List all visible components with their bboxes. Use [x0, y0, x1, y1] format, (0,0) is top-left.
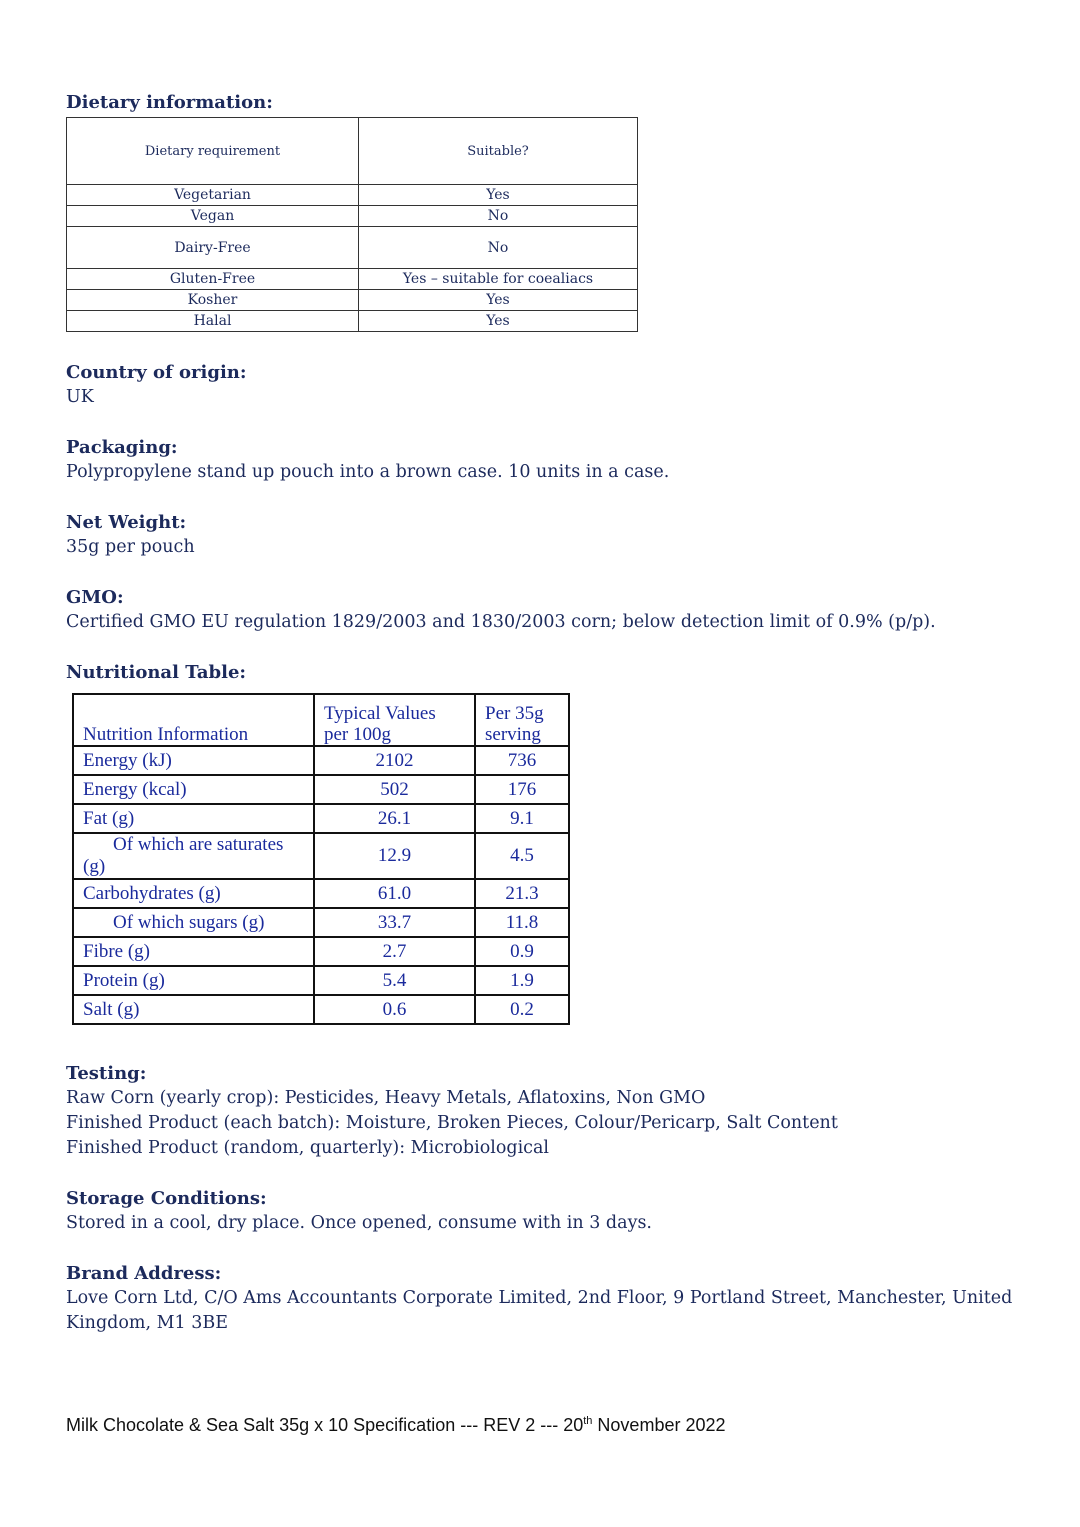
storage-heading: Storage Conditions:	[66, 1188, 267, 1209]
dietary-suitable: Yes	[359, 185, 638, 206]
table-row	[73, 937, 569, 966]
table-row	[73, 746, 569, 775]
nutrition-table	[72, 693, 570, 1025]
dietary-header-requirement: Dietary requirement	[67, 118, 359, 185]
value-per-serving: 0.2	[475, 995, 569, 1024]
value-per-serving: 736	[475, 746, 569, 775]
packaging-heading: Packaging:	[66, 437, 178, 458]
document-footer	[66, 1415, 726, 1436]
dietary-requirement: Kosher	[67, 290, 359, 311]
table-row	[73, 908, 569, 937]
packaging-section	[66, 435, 1026, 485]
sugars-label: Of which sugars (g)	[113, 911, 265, 933]
value-per-100g: 26.1	[314, 804, 475, 833]
header-serving: serving	[485, 724, 541, 745]
value-per-100g: 5.4	[314, 966, 475, 995]
value-per-serving: 21.3	[475, 879, 569, 908]
value-per-serving: 11.8	[475, 908, 569, 937]
net-weight-text: 35g per pouch	[66, 537, 195, 557]
table-row	[67, 227, 638, 269]
nutrition-header-row	[73, 694, 569, 746]
table-row	[73, 966, 569, 995]
net-weight-heading: Net Weight:	[66, 512, 187, 533]
table-row	[73, 995, 569, 1024]
origin-section	[66, 360, 1026, 410]
gmo-text: Certified GMO EU regulation 1829/2003 and 1830/2003 corn; below detection limit of 0.9% (p/p).	[66, 612, 936, 632]
header-typical: Typical Values	[324, 703, 436, 724]
table-row	[73, 804, 569, 833]
testing-section	[66, 1061, 1026, 1161]
origin-heading: Country of origin:	[66, 362, 247, 383]
saturates-label: Of which are saturates	[113, 834, 284, 855]
dietary-suitable: No	[359, 227, 638, 269]
nutrient-name: Fibre (g)	[73, 937, 314, 966]
testing-line: Finished Product (random, quarterly): Microbiological	[66, 1138, 549, 1158]
origin-text: UK	[66, 387, 94, 407]
nutrient-name: Protein (g)	[73, 966, 314, 995]
value-per-serving: 1.9	[475, 966, 569, 995]
table-row	[67, 290, 638, 311]
storage-section	[66, 1186, 1026, 1236]
nutrient-name: Salt (g)	[73, 995, 314, 1024]
nutrient-name	[73, 833, 314, 879]
header-per100g: per 100g	[324, 724, 392, 745]
dietary-requirement: Dairy-Free	[67, 227, 359, 269]
value-per-serving: 0.9	[475, 937, 569, 966]
brand-heading: Brand Address:	[66, 1263, 222, 1284]
value-per-100g: 33.7	[314, 908, 475, 937]
value-per-100g: 2102	[314, 746, 475, 775]
footer-suffix: November 2022	[592, 1415, 726, 1435]
testing-heading: Testing:	[66, 1063, 147, 1084]
nutrient-name: Energy (kJ)	[73, 746, 314, 775]
nutrient-name: Carbohydrates (g)	[73, 879, 314, 908]
dietary-suitable: No	[359, 206, 638, 227]
table-row	[67, 185, 638, 206]
value-per-100g: 0.6	[314, 995, 475, 1024]
value-per-100g: 2.7	[314, 937, 475, 966]
nutrient-name: Fat (g)	[73, 804, 314, 833]
value-per-serving: 9.1	[475, 804, 569, 833]
value-per-100g: 502	[314, 775, 475, 804]
value-per-100g: 12.9	[314, 833, 475, 879]
gmo-heading: GMO:	[66, 587, 124, 608]
table-row	[67, 206, 638, 227]
dietary-requirement: Gluten-Free	[67, 269, 359, 290]
storage-text: Stored in a cool, dry place. Once opened, consume with in 3 days.	[66, 1213, 652, 1233]
testing-line: Raw Corn (yearly crop): Pesticides, Heavy Metals, Aflatoxins, Non GMO	[66, 1088, 706, 1108]
nutrition-header-info: Nutrition Information	[73, 694, 314, 746]
dietary-header-suitable: Suitable?	[359, 118, 638, 185]
dietary-suitable: Yes	[359, 311, 638, 332]
brand-section	[66, 1261, 1026, 1336]
table-row	[73, 833, 569, 879]
table-row	[67, 311, 638, 332]
nutrient-name	[73, 908, 314, 937]
value-per-serving: 4.5	[475, 833, 569, 879]
footer-prefix: Milk Chocolate & Sea Salt 35g x 10 Specification --- REV 2 --- 20	[66, 1415, 584, 1435]
saturates-unit: (g)	[83, 856, 106, 877]
value-per-serving: 176	[475, 775, 569, 804]
nutrition-header-100g	[314, 694, 475, 746]
value-per-100g: 61.0	[314, 879, 475, 908]
brand-address-line1: Love Corn Ltd, C/O Ams Accountants Corporate Limited, 2nd Floor, 9 Portland Street, Manchester, United	[66, 1288, 1013, 1308]
net-weight-section	[66, 510, 1026, 560]
dietary-requirement: Vegetarian	[67, 185, 359, 206]
table-row	[67, 269, 638, 290]
dietary-heading: Dietary information:	[66, 92, 273, 113]
testing-line: Finished Product (each batch): Moisture, Broken Pieces, Colour/Pericarp, Salt Content	[66, 1113, 838, 1133]
dietary-requirement: Vegan	[67, 206, 359, 227]
dietary-header-row	[67, 118, 638, 185]
packaging-text: Polypropylene stand up pouch into a brown case. 10 units in a case.	[66, 462, 670, 482]
table-row	[73, 879, 569, 908]
dietary-suitable: Yes	[359, 290, 638, 311]
nutrition-heading: Nutritional Table:	[66, 662, 247, 683]
table-row	[73, 775, 569, 804]
dietary-requirement: Halal	[67, 311, 359, 332]
brand-address-line2: Kingdom, M1 3BE	[66, 1313, 228, 1333]
dietary-table	[66, 117, 638, 332]
footer-sup: th	[583, 1415, 593, 1427]
nutrient-name: Energy (kcal)	[73, 775, 314, 804]
gmo-section	[66, 585, 1026, 635]
dietary-suitable: Yes – suitable for coealiacs	[359, 269, 638, 290]
header-per35g: Per 35g	[485, 703, 544, 724]
spec-document	[66, 90, 1026, 1361]
nutrition-header-serving	[475, 694, 569, 746]
